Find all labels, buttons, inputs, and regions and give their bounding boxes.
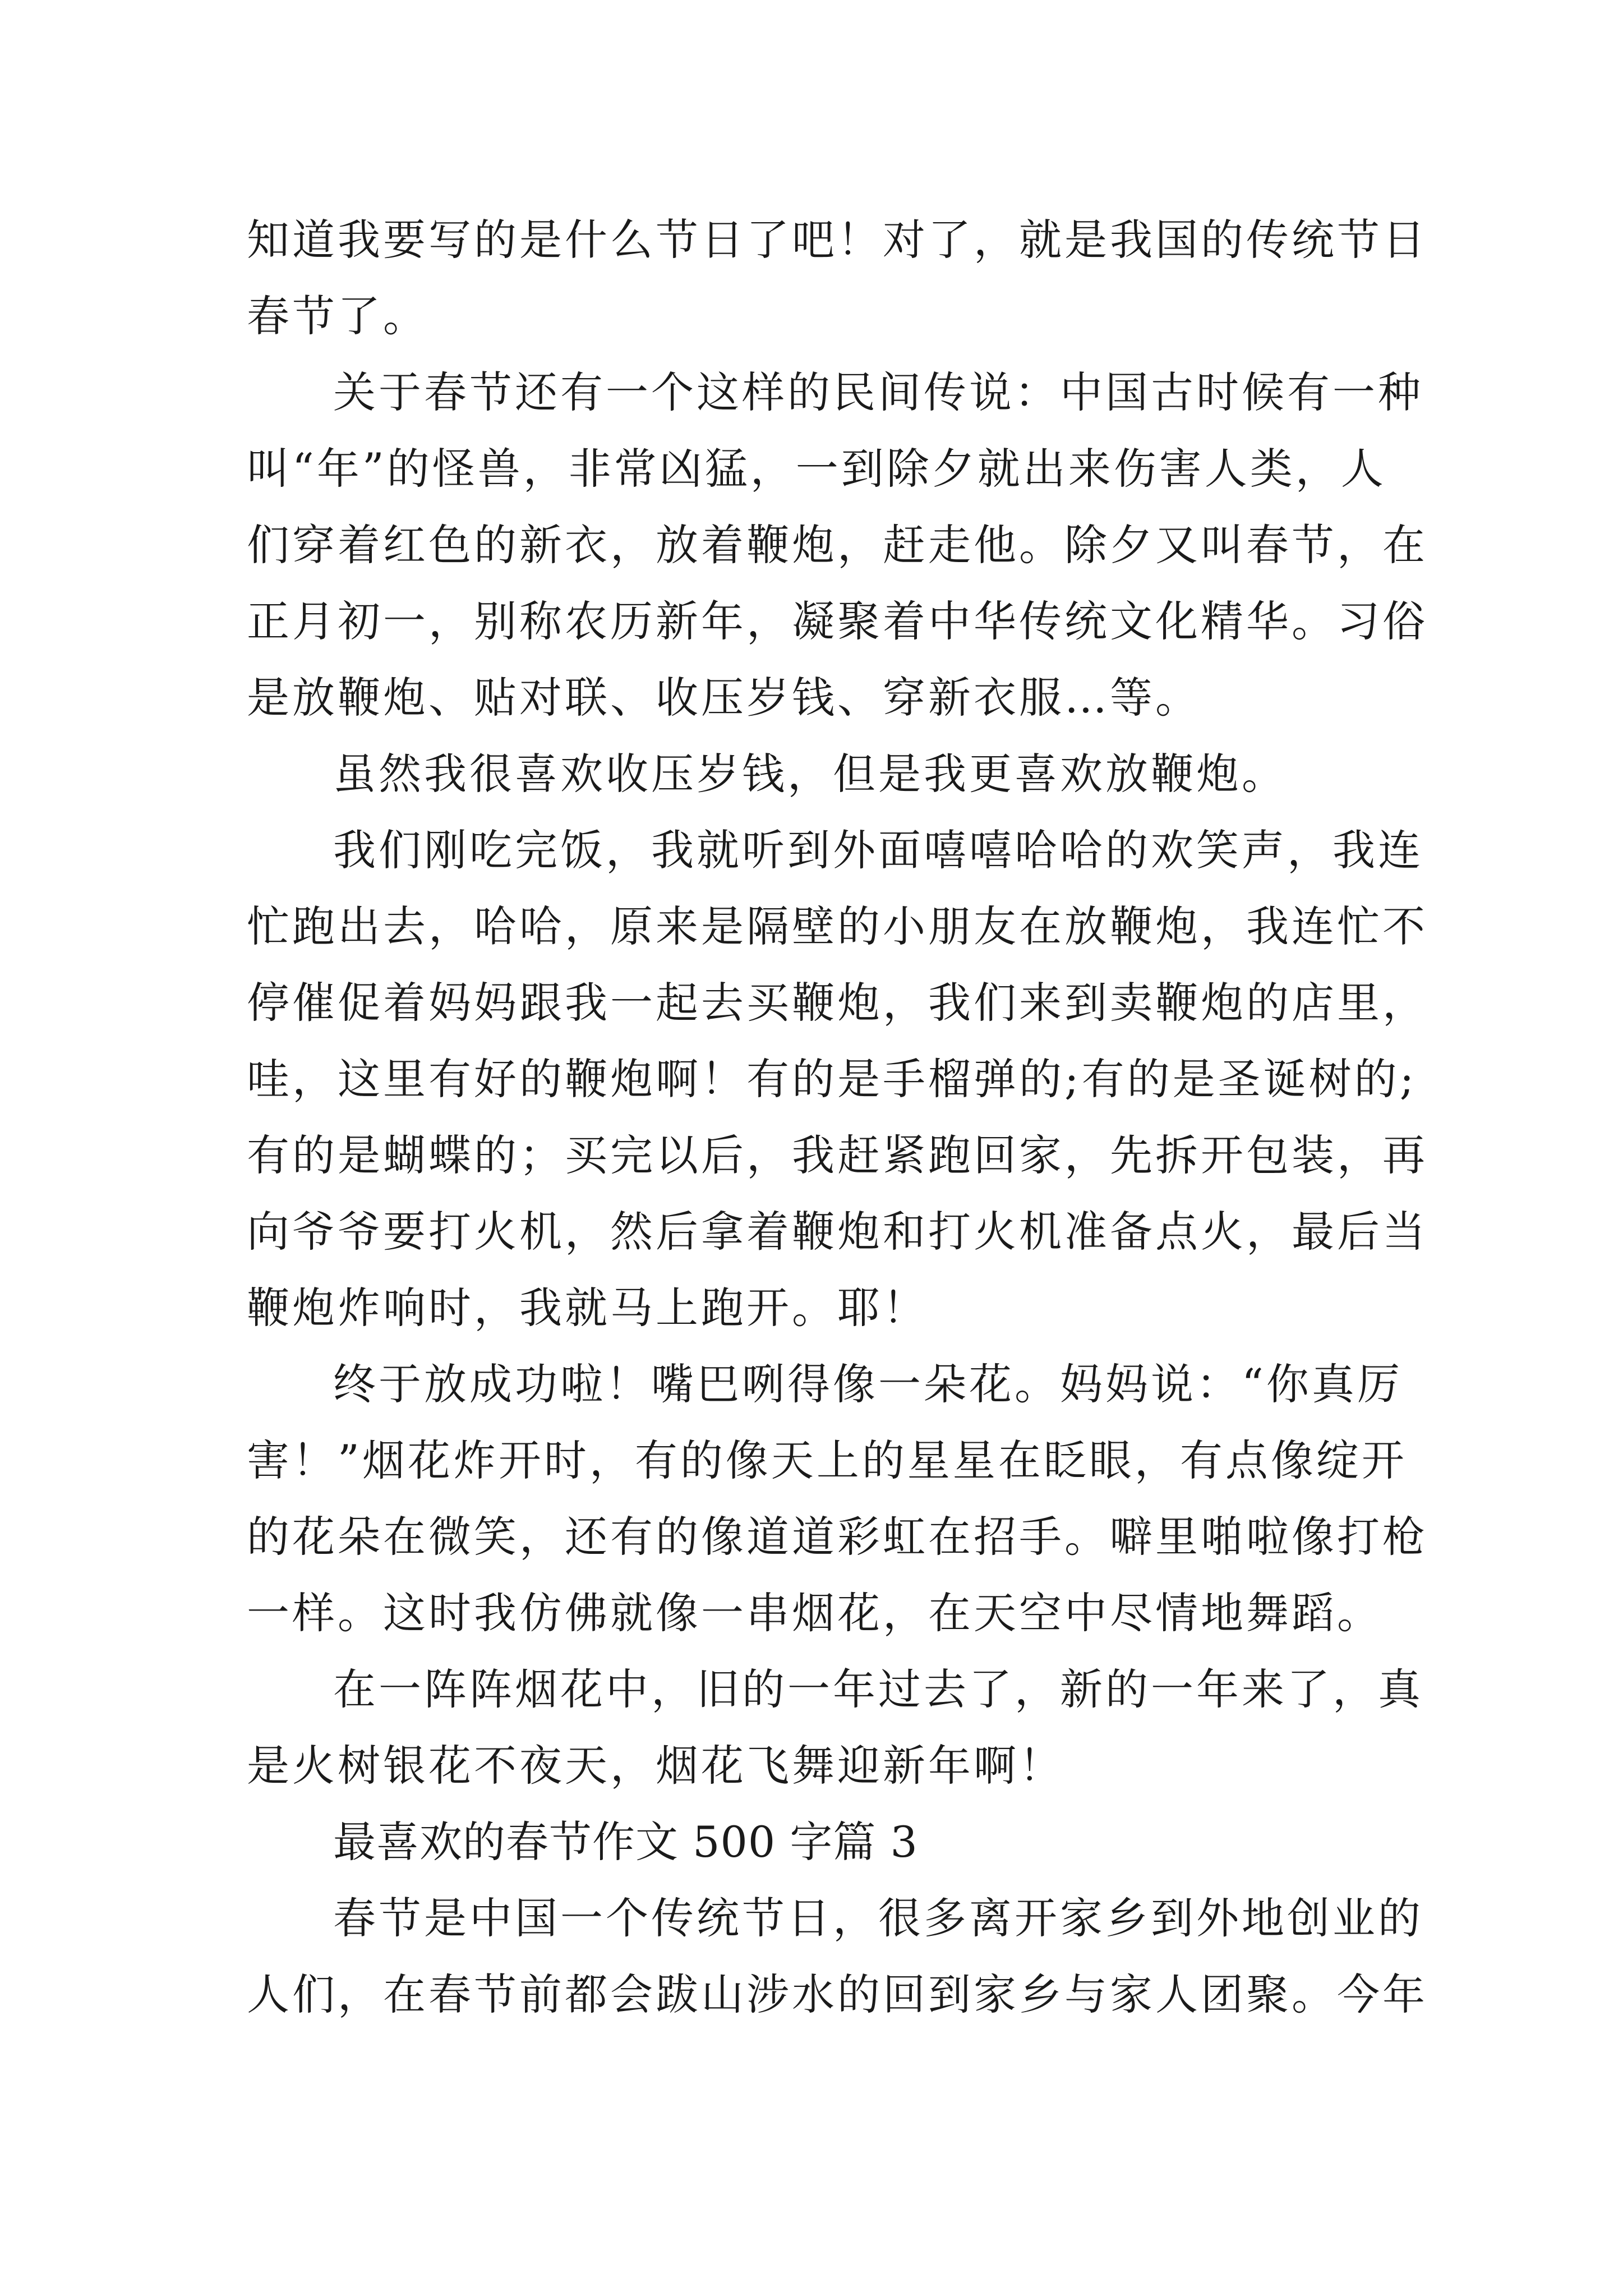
text-line: 知道我要写的是什么节日了吧！对了，就是我国的传统节日	[247, 215, 1428, 265]
text-line: 害！”烟花炸开时，有的像天上的星星在眨眼，有点像绽开	[247, 1435, 1407, 1485]
text-line: 有的是蝴蝶的；买完以后，我赶紧跑回家，先拆开包装，再	[247, 1130, 1428, 1180]
text-line: 正月初一，别称农历新年，凝聚着中华传统文化精华。习俗	[247, 596, 1428, 646]
document-body	[247, 202, 1428, 2033]
text-line: 关于春节还有一个这样的民间传说：中国古时候有一种	[333, 367, 1423, 417]
section-heading: 最喜欢的春节作文 500 字篇 3	[333, 1817, 918, 1867]
text-line: 在一阵阵烟花中，旧的一年过去了，新的一年来了，真	[333, 1664, 1423, 1714]
text-line: 我们刚吃完饭，我就听到外面嘻嘻哈哈的欢笑声，我连	[333, 825, 1423, 875]
text-line: 停催促着妈妈跟我一起去买鞭炮，我们来到卖鞭炮的店里，	[247, 978, 1428, 1028]
text-line: 鞭炮炸响时，我就马上跑开。耶！	[247, 1283, 928, 1333]
text-line: 是火树银花不夜天，烟花飞舞迎新年啊！	[247, 1741, 1064, 1791]
text-line: 人们，在春节前都会跋山涉水的回到家乡与家人团聚。今年	[247, 1970, 1428, 2019]
text-line: 忙跑出去，哈哈，原来是隔壁的小朋友在放鞭炮，我连忙不	[247, 901, 1428, 951]
text-line: 是放鞭炮、贴对联、收压岁钱、穿新衣服…等。	[247, 673, 1201, 723]
text-line: 春节是中国一个传统节日，很多离开家乡到外地创业的	[333, 1893, 1423, 1943]
text-line: 虽然我很喜欢收压岁钱，但是我更喜欢放鞭炮。	[333, 749, 1287, 799]
text-line: 春节了。	[247, 291, 428, 341]
text-line: 叫“年”的怪兽，非常凶猛，一到除夕就出来伤害人类，人	[247, 444, 1386, 494]
text-line: 的花朵在微笑，还有的像道道彩虹在招手。噼里啪啦像打枪	[247, 1512, 1428, 1562]
text-line: 哇，这里有好的鞭炮啊！有的是手榴弹的;有的是圣诞树的;	[247, 1054, 1417, 1104]
text-line: 终于放成功啦！嘴巴咧得像一朵花。妈妈说：“你真厉	[333, 1359, 1403, 1409]
text-line: 们穿着红色的新衣，放着鞭炮，赶走他。除夕又叫春节，在	[247, 520, 1428, 570]
text-line: 一样。这时我仿佛就像一串烟花，在天空中尽情地舞蹈。	[247, 1588, 1382, 1638]
text-line: 向爷爷要打火机，然后拿着鞭炮和打火机准备点火，最后当	[247, 1207, 1428, 1257]
